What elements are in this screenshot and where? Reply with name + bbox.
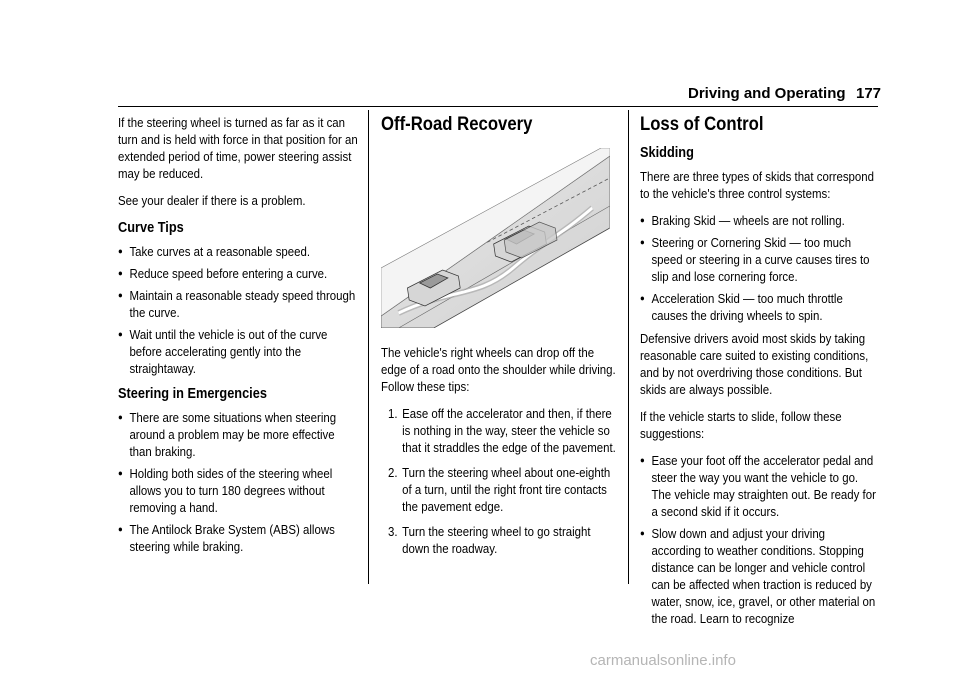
list-item: ● Acceleration Skid — too much throttle causes the driving wheels to spin.: [640, 290, 878, 324]
list-item: ● The Antilock Brake System (ABS) allows steering while braking.: [118, 521, 360, 555]
column-1: [118, 114, 360, 561]
recovery-steps: [381, 405, 619, 557]
column-2: [381, 114, 619, 565]
list-item: ● Holding both sides of the steering wheel allows you to turn 180 degrees without removing a hand.: [118, 465, 360, 516]
paragraph-defensive-drivers: Defensive drivers avoid most skids by taking reasonable care suited to existing conditions, and by not overdriving those conditions. But skids are always possible.: [640, 331, 869, 397]
running-header: Driving and Operating: [688, 85, 846, 102]
column-divider-2: [628, 110, 629, 584]
list-item: [381, 464, 619, 515]
step-text: Turn the steering wheel about one-eighth of a turn, until the right front tire contacts the pavement edge.: [402, 465, 611, 514]
heading-skidding: Skidding: [640, 145, 694, 161]
step-number: 1.: [388, 406, 398, 421]
watermark: carmanualsonline.info: [590, 652, 736, 669]
list-item: [381, 405, 619, 456]
paragraph-skid-types: There are three types of skids that correspond to the vehicle's three control systems:: [640, 169, 875, 201]
list-item: ● Reduce speed before entering a curve.: [118, 265, 360, 282]
list-item: ● Wait until the vehicle is out of the curve before accelerating gently into the straightaway.: [118, 326, 360, 377]
heading-off-road-recovery: Off-Road Recovery: [381, 114, 533, 135]
list-item: ● Maintain a reasonable steady speed through the curve.: [118, 287, 360, 321]
step-number: 2.: [388, 465, 398, 480]
paragraph-off-road-intro: The vehicle's right wheels can drop off the edge of a road onto the shoulder while driving. Follow these tips:: [381, 345, 616, 394]
heading-curve-tips: Curve Tips: [118, 220, 184, 236]
column-divider-1: [368, 110, 369, 584]
step-text: Turn the steering wheel to go straight down the roadway.: [402, 524, 591, 556]
heading-steering-emergencies: Steering in Emergencies: [118, 386, 267, 402]
paragraph-power-steering: If the steering wheel is turned as far as it can turn and is held with force in that position for an extended period of time, power steering assist may be reduced.: [118, 115, 358, 181]
paragraph-slide-suggestions: If the vehicle starts to slide, follow these suggestions:: [640, 409, 842, 441]
paragraph-see-dealer: See your dealer if there is a problem.: [118, 193, 306, 208]
curve-tips-list: [118, 243, 360, 377]
skid-types-list: [640, 212, 878, 324]
list-item: ● Braking Skid — wheels are not rolling.: [640, 212, 878, 229]
header-rule: [118, 106, 878, 107]
slide-tips-list: [640, 452, 878, 627]
off-road-recovery-illustration: [381, 148, 610, 328]
step-text: Ease off the accelerator and then, if there is nothing in the way, steer the vehicle so that it straddles the edge of the pavement.: [402, 406, 616, 455]
step-number: 3.: [388, 524, 398, 539]
list-item: [381, 523, 619, 557]
heading-loss-of-control: Loss of Control: [640, 114, 764, 135]
list-item: ● There are some situations when steering around a problem may be more effective than braking.: [118, 409, 360, 460]
list-item: ● Steering or Cornering Skid — too much speed or steering in a curve causes tires to slip and lose cornering force.: [640, 234, 878, 285]
list-item: ● Slow down and adjust your driving according to weather conditions. Stopping distance can be longer and vehicle control can be affected when traction is reduced by water, snow, ice, gravel, or other material on the road. Learn to recognize: [640, 525, 878, 627]
emergency-list: [118, 409, 360, 555]
list-item: ● Ease your foot off the accelerator pedal and steer the way you want the vehicle to go. The vehicle may straighten out. Be ready for a second skid if it occurs.: [640, 452, 878, 520]
page-number: 177: [856, 85, 882, 102]
column-3: [640, 114, 878, 633]
list-item: ● Take curves at a reasonable speed.: [118, 243, 360, 260]
